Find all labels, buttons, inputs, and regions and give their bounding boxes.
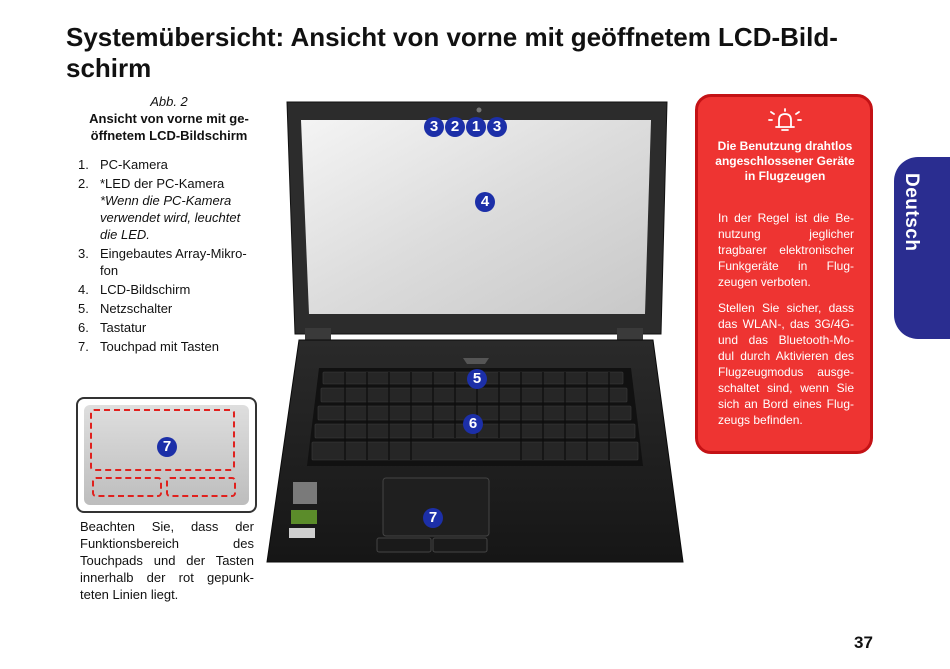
list-item [76, 156, 260, 173]
callout-3-left: 3 [424, 117, 444, 137]
list-item [76, 281, 260, 298]
item-label: LCD-Bildschirm [100, 282, 191, 297]
language-tab [894, 157, 950, 339]
callout-1: 1 [466, 117, 486, 137]
item-label: Netzschalter [100, 301, 173, 316]
callout-3-right: 3 [487, 117, 507, 137]
callout-2: 2 [445, 117, 465, 137]
alert-bell-icon [768, 107, 802, 133]
item-label: PC-Kamera [100, 157, 168, 172]
item-number: 3. [78, 246, 89, 261]
warning-paragraph-2: Stellen Sie sicher, dass das WLAN-, das 3G/4G- und das Bluetooth-Mo-dul durch Aktivieren des Flugzeugmodus ausge-schaltet sind, wenn Sie sich an Bord eines Flug-zeugs befinden. [718, 301, 854, 427]
component-list [76, 156, 260, 357]
item-label: *LED der PC-Kamera [100, 176, 225, 191]
callout-5: 5 [467, 369, 487, 389]
item-label: Tastatur [100, 320, 147, 335]
page-number: 37 [854, 633, 873, 652]
item-note: *Wenn die PC-Kamera verwendet wird, leuchtet die LED. [100, 193, 241, 242]
touchpad-inset [76, 397, 257, 513]
item-number: 1. [78, 157, 89, 172]
item-number: 7. [78, 339, 89, 354]
callout-7-inset: 7 [157, 437, 177, 457]
list-item [76, 245, 260, 279]
figure-number: Abb. 2 [150, 94, 188, 109]
list-item [76, 300, 260, 317]
left-button-outline [92, 477, 162, 497]
language-tab-label: Deutsch [901, 173, 922, 252]
warning-box [695, 94, 873, 454]
item-number: 5. [78, 301, 89, 316]
item-number: 2. [78, 176, 89, 191]
item-number: 4. [78, 282, 89, 297]
laptop-illustration [265, 100, 685, 570]
right-button-outline [166, 477, 236, 497]
list-item [76, 338, 260, 355]
laptop-drawing [265, 100, 685, 570]
figure-title: Ansicht von vorne mit ge-öffnetem LCD-Bildschirm [89, 111, 249, 143]
item-label: Eingebautes Array-Mikro-fon [100, 246, 247, 278]
list-item [76, 319, 260, 336]
warning-paragraph-1: In der Regel ist die Be-nutzung jeglicher tragbarer elektronischer Funkgeräte in Flug-zeugen verboten. [718, 211, 854, 289]
touchpad-note: Beachten Sie, dass der Funktionsbereich des Touchpads und der Tasten innerhalb der rot gepunk-teten Linien liegt. [80, 519, 254, 602]
item-label: Touchpad mit Tasten [100, 339, 219, 354]
callout-4: 4 [475, 192, 495, 212]
warning-heading: Die Benutzung drahtlos angeschlossener Geräte in Flugzeugen [715, 139, 855, 183]
callout-7: 7 [423, 508, 443, 528]
item-number: 6. [78, 320, 89, 335]
list-item [76, 175, 260, 243]
callout-6: 6 [463, 414, 483, 434]
figure-caption [76, 93, 262, 144]
page-title: Systemübersicht: Ansicht von vorne mit geöffnetem LCD-Bild-schirm [66, 22, 838, 83]
